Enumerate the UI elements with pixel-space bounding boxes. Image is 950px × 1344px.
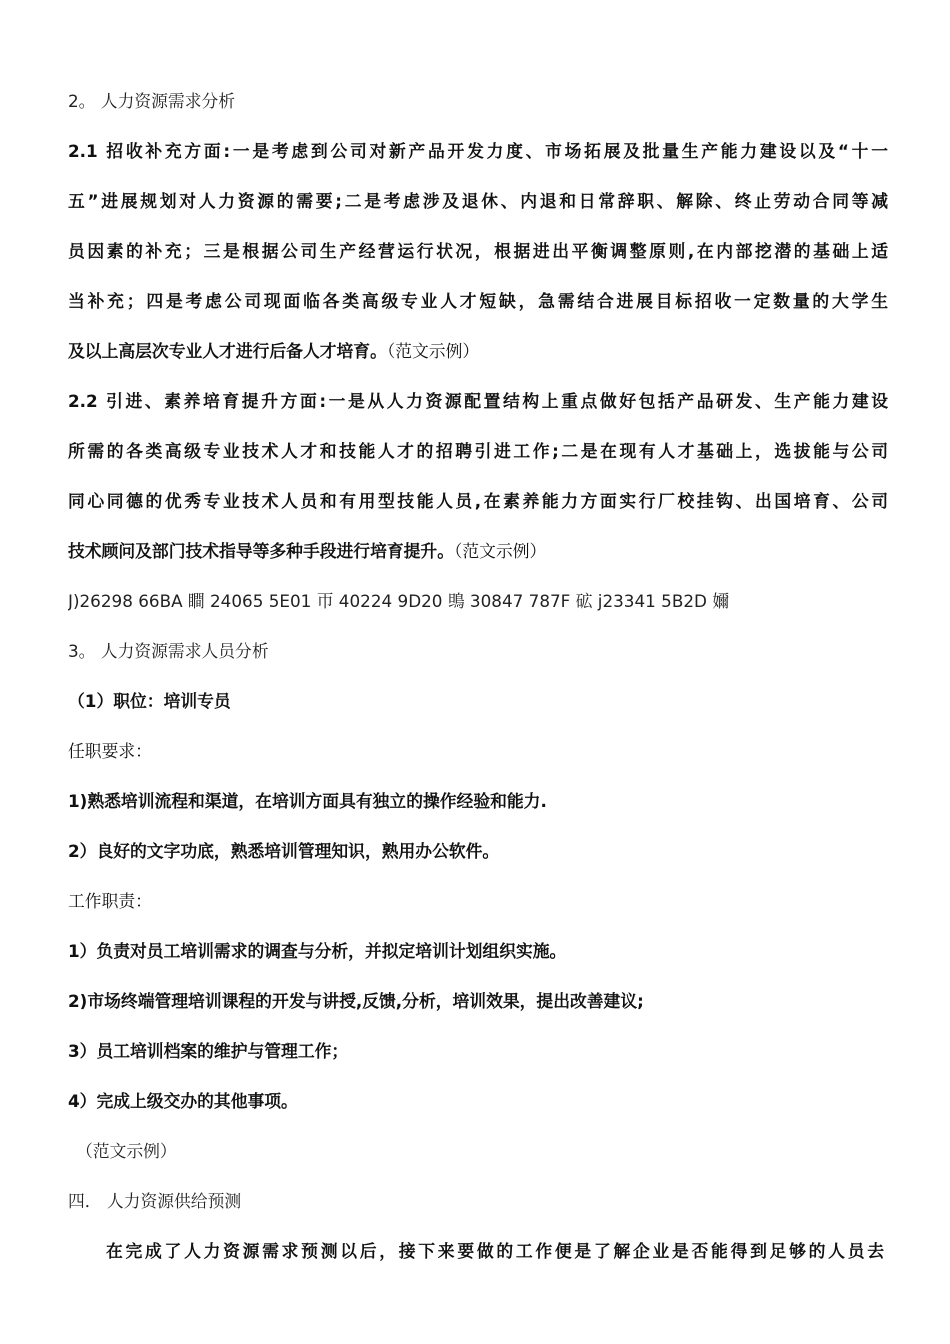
requirement-item-1: 1)熟悉培训流程和渠道，在培训方面具有独立的操作经验和能力. xyxy=(68,791,547,811)
para-2-1-note: （范文示例） xyxy=(386,341,480,361)
para-2-1-line-1: 2.1 招收补充方面:一是考虑到公司对新产品开发力度、市场拓展及批量生产能力建设以及“十一 xyxy=(68,141,888,161)
para-2-2-line-3: 同心同德的优秀专业技术人员和有用型技能人员,在素养能力方面实行厂校挂钩、出国培育、公司 xyxy=(68,491,888,511)
position-title: （1）职位：培训专员 xyxy=(68,691,231,711)
section-3-note: （范文示例） xyxy=(76,1141,177,1161)
para-2-1-line-5 xyxy=(68,339,888,363)
para-2-1-line-3: 员因素的补充；三是根据公司生产经营运行状况，根据进出平衡调整原则,在内部挖潜的基础上适 xyxy=(68,241,888,261)
duty-item-2: 2)市场终端管理培训课程的开发与讲授,反馈,分析，培训效果，提出改善建议; xyxy=(68,991,644,1011)
section-4-heading: 四． 人力资源供给预测 xyxy=(68,1191,242,1211)
para-2-2-line-4 xyxy=(68,539,888,563)
section-2-heading: 2。 人力资源需求分析 xyxy=(68,91,236,111)
requirements-title: 任职要求： xyxy=(68,741,152,761)
para-2-2-line-2: 所需的各类高级专业技术人才和技能人才的招聘引进工作;二是在现有人才基础上，选拔能与公司 xyxy=(68,441,888,461)
para-2-1-line-4: 当补充；四是考虑公司现面临各类高级专业人才短缺，急需结合进展目标招收一定数量的大学生 xyxy=(68,291,888,311)
duty-item-1: 1）负责对员工培训需求的调查与分析，并拟定培训计划组织实施。 xyxy=(68,941,567,961)
para-2-1-line-2: 五”进展规划对人力资源的需要;二是考虑涉及退休、内退和日常辞职、解除、终止劳动合同等减 xyxy=(68,191,888,211)
duty-item-4: 4）完成上级交办的其他事项。 xyxy=(68,1091,298,1111)
section-4-intro-line: 在完成了人力资源需求预测以后，接下来要做的工作便是了解企业是否能得到足够的人员去 xyxy=(106,1241,884,1261)
para-2-2-last-text: 技术顾问及部门技术指导等多种手段进行培育提升。 xyxy=(68,541,454,561)
para-2-2-line-1: 2.2 引进、素养培育提升方面:一是从人力资源配置结构上重点做好包括产品研发、生产能力建设 xyxy=(68,391,888,411)
duty-item-3: 3）员工培训档案的维护与管理工作； xyxy=(68,1041,349,1061)
para-2-1-last-text: 及以上高层次专业人才进行后备人才培育。 xyxy=(68,341,387,361)
section-3-heading: 3。 人力资源需求人员分析 xyxy=(68,641,269,661)
requirement-item-2: 2）良好的文字功底，熟悉培训管理知识，熟用办公软件。 xyxy=(68,841,500,861)
garbled-code-line: J)26298 66BA 瞷 24065 5E01 帀 40224 9D20 鴠 30847 787F 砿 j23341 5B2D 嬭 xyxy=(68,591,730,611)
para-2-2-note: （范文示例） xyxy=(453,541,547,561)
duties-title: 工作职责： xyxy=(68,891,152,911)
